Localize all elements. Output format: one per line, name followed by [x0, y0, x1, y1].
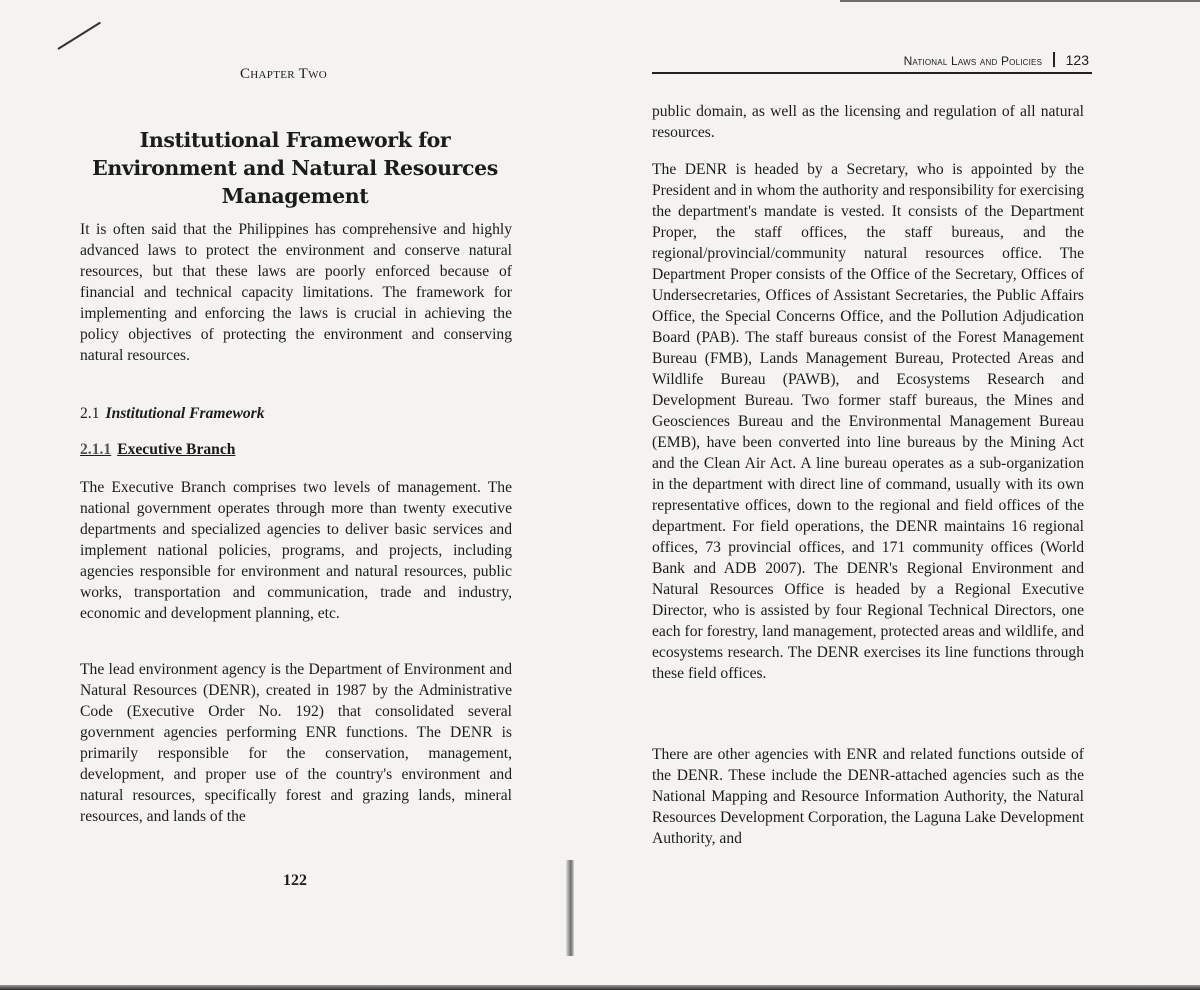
right-page — [600, 0, 1200, 990]
binding-gutter — [566, 860, 574, 956]
pen-mark — [57, 22, 100, 50]
chapter-title: Institutional Framework for Environment and Natural Resources Management — [92, 128, 498, 208]
other-agencies-paragraph: There are other agencies with ENR and related functions outside of the DENR. These include the DENR-attached agencies such as the National Mapping and Resource Information Authority, the Natural Resources Development Corporation, the Laguna Lake Development Authority, and — [652, 746, 1084, 847]
chapter-label: Chapter Two — [240, 66, 328, 82]
intro-paragraph: It is often said that the Philippines has comprehensive and highly advanced laws to protect the environment and conserve natural resources, but that these laws are poorly enforced because of financial and technical capacity limitations. The framework for implementing and enforcing the laws is crucial in achieving the policy objectives of protecting the environment and conserving natural resources. — [80, 221, 512, 364]
public-domain-paragraph: public domain, as well as the licensing and regulation of all natural resources. — [652, 103, 1084, 141]
denr-structure-paragraph: The DENR is headed by a Secretary, who is appointed by the President and in whom the authority and responsibility for exercising the department's mandate is vested. It consists of the Department Proper, the staff offices, the staff bureaus, and the regional/provincial/community natural resources office. The Department Proper consists of the Office of the Secretary, Offices of Undersecretaries, Offices of Assistant Secretaries, the Public Affairs Office, the Special Concerns Office, and the Pollution Adjudication Board (PAB). The staff bureaus consist of the Forest Management Bureau (FMB), Lands Management Bureau, Protected Areas and Wildlife Bureau (PAWB), and Ecosystems Research and Development Bureau. Two former staff bureaus, the Mines and Geosciences Bureau and the Environmental Management Bureau (EMB), have been converted into line bureaus by the Mining Act and the Clean Air Act. A line bureau operates as a sub-organization in the department with direct line of command, usually with its own representative offices, down to the regional and field offices of the department. For field operations, the DENR maintains 16 regional offices, 73 provincial offices, and 171 community offices (World Bank and ADB 2007). The DENR's Regional Environment and Natural Resources Office is headed by a Regional Executive Director, who is assisted by four Regional Technical Directors, one each for forestry, land management, protected areas and wildlife, and ecosystems research. The DENR exercises its line functions through these field offices. — [652, 161, 1084, 682]
running-head-separator — [1053, 52, 1055, 67]
scan-bottom-edge — [0, 985, 1200, 990]
running-head-rule — [652, 72, 1092, 74]
running-head — [652, 52, 1089, 70]
left-page — [0, 0, 585, 990]
left-page-number: 122 — [283, 872, 307, 889]
denr-paragraph: The lead environment agency is the Department of Environment and Natural Resources (DENR), created in 1987 by the Administrative Code (Executive Order No. 192) that consolidated several government agencies performing ENR functions. The DENR is primarily responsible for the conservation, management, development, and proper use of the country's environment and natural resources, specifically forest and grazing lands, mineral resources, and lands of the — [80, 661, 512, 825]
right-page-number: 123 — [1065, 52, 1089, 68]
subsection-heading — [80, 441, 235, 459]
section-number: 2.1 — [80, 405, 100, 422]
running-head-title: National Laws and Policies — [903, 54, 1043, 68]
subsection-title: Executive Branch — [117, 441, 236, 458]
section-heading — [80, 405, 265, 423]
section-title: Institutional Framework — [105, 405, 265, 422]
subsection-number: 2.1.1 — [80, 441, 112, 458]
executive-branch-paragraph: The Executive Branch comprises two levels of management. The national government operates through more than twenty executive departments and specialized agencies to deliver basic services and implement national policies, programs, and projects, including agencies responsible for environment and natural resources, public works, transportation and communication, trade and industry, economic and development planning, etc. — [80, 479, 512, 622]
